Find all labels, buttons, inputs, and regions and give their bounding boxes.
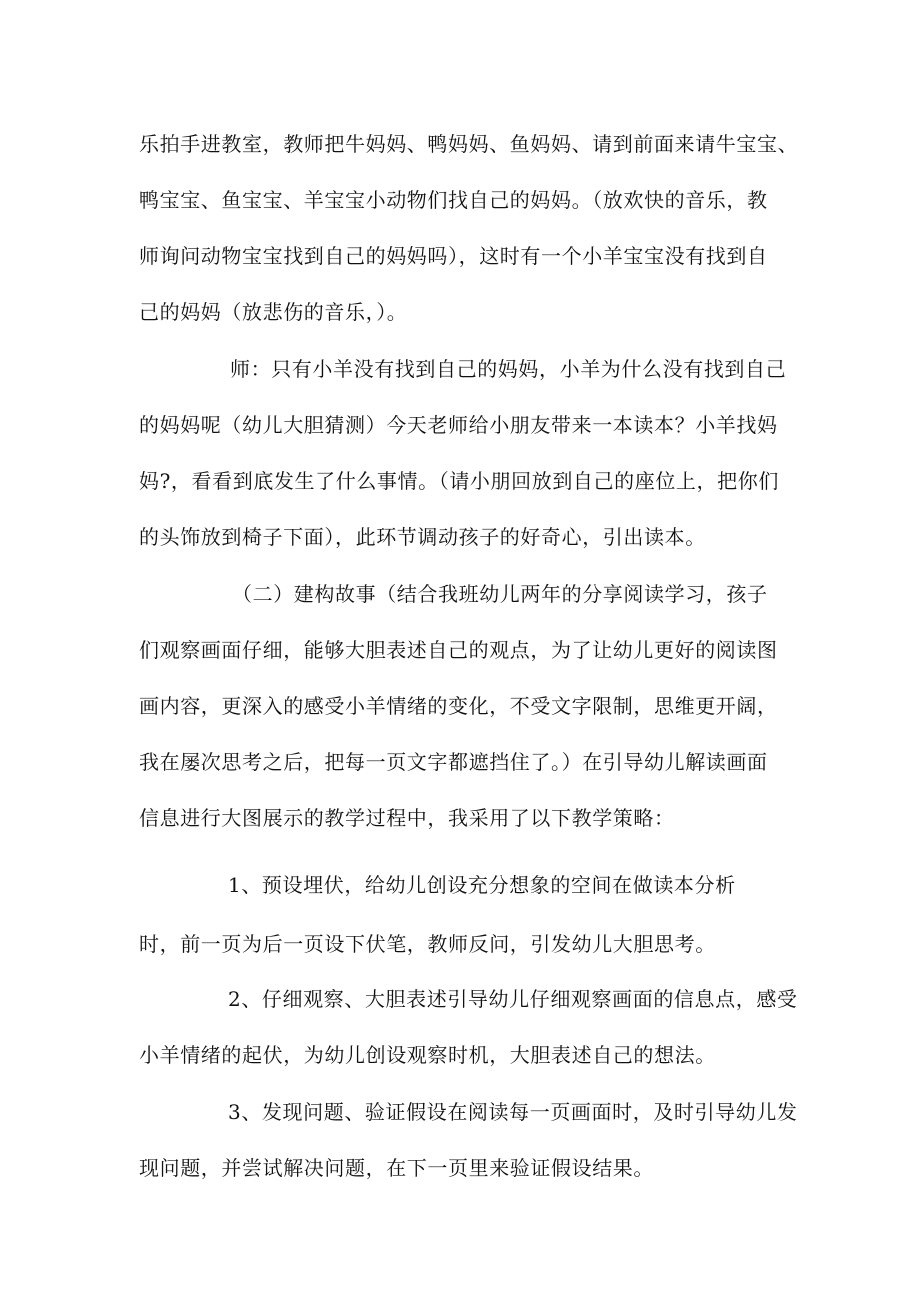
- text-line-17: 小羊情绪的起伏，为幼儿创设观察时机，大胆表述自己的想法。: [139, 1043, 716, 1067]
- text-line-7: 妈?，看看到底发生了什么事情。（请小朋回放到自己的座位上，把你们: [139, 469, 779, 493]
- text-line-9: （二）建构故事（结合我班幼儿两年的分享阅读学习，孩子: [232, 582, 768, 606]
- text-line-10: 们观察画面仔细，能够大胆表述自己的观点，为了让幼儿更好的阅读图: [139, 638, 778, 662]
- text-line-3: 师询问动物宝宝找到自己的妈妈吗），这时有一个小羊宝宝没有找到自: [139, 244, 768, 268]
- text-line-8: 的头饰放到椅子下面），此环节调动孩子的好奇心，引出读本。: [139, 525, 706, 549]
- text-line-6: 的妈妈呢（幼儿大胆猜测）今天老师给小朋友带来一本读本？小羊找妈: [139, 413, 778, 437]
- text-line-4: 己的妈妈（放悲伤的音乐，）。: [139, 300, 408, 324]
- text-line-14: 1、预设埋伏，给幼儿创设充分想象的空间在做读本分析: [228, 873, 736, 897]
- text-line-15: 时，前一页为后一页设下伏笔，教师反问，引发幼儿大胆思考。: [139, 932, 716, 956]
- text-line-12: 我在屡次思考之后，把每一页文字都遮挡住了。）在引导幼儿解读画面: [139, 750, 768, 774]
- text-line-11: 画内容，更深入的感受小羊情绪的变化，不受文字限制，思维更开阔，: [139, 694, 778, 718]
- text-line-19: 现问题，并尝试解决问题，在下一页里来验证假设结果。: [139, 1156, 654, 1180]
- text-line-2: 鸭宝宝、鱼宝宝、羊宝宝小动物们找自己的妈妈。（放欢快的音乐，教: [139, 188, 768, 212]
- text-line-5: 师：只有小羊没有找到自己的妈妈，小羊为什么没有找到自己: [230, 357, 787, 381]
- text-line-13: 信息进行大图展示的教学过程中，我采用了以下教学策略：: [139, 806, 675, 830]
- text-line-18: 3、发现问题、验证假设在阅读每一页画面时，及时引导幼儿发: [228, 1100, 798, 1124]
- text-line-16: 2、仔细观察、大胆表述引导幼儿仔细观察画面的信息点，感受: [228, 987, 798, 1011]
- text-line-1: 乐拍手进教室，教师把牛妈妈、鸭妈妈、鱼妈妈、请到前面来请牛宝宝、: [139, 132, 799, 156]
